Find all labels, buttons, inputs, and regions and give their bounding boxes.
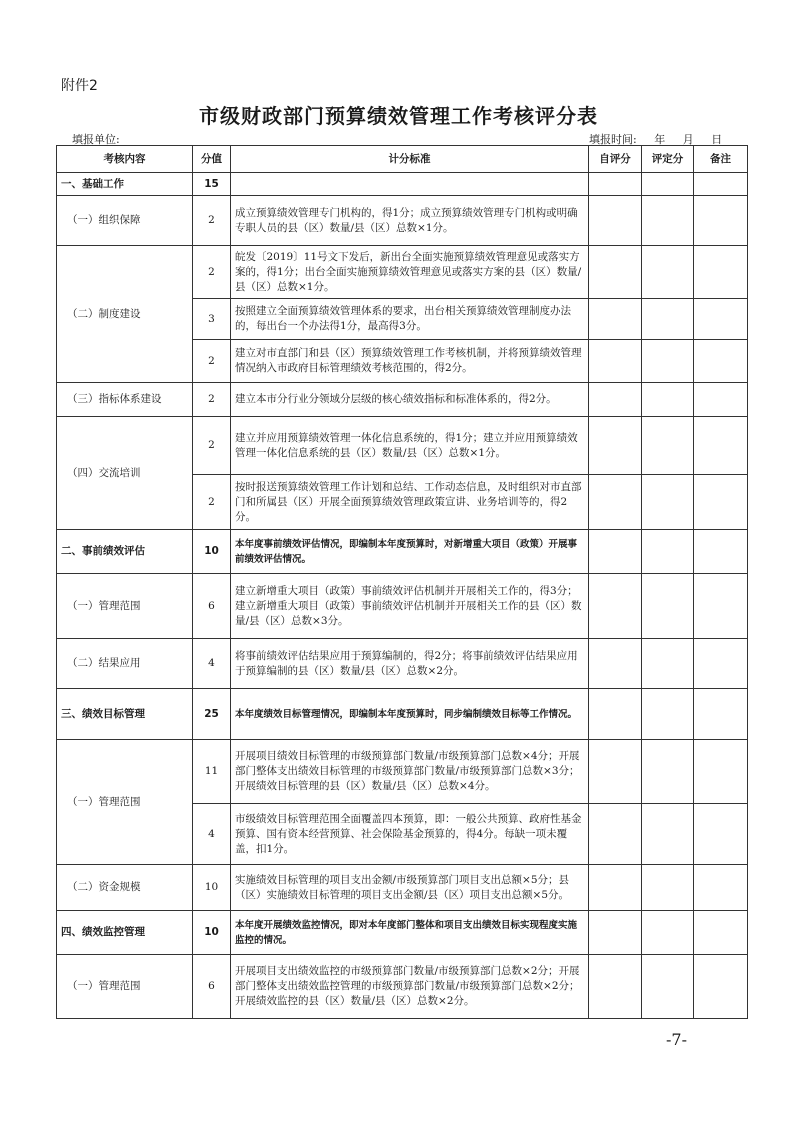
row-score: 2 <box>193 340 231 383</box>
rated-score-cell[interactable] <box>642 246 694 299</box>
row-criteria: 建立对市直部门和县（区）预算绩效管理工作考核机制，并将预算绩效管理情况纳入市政府目标管理绩效考核范围的，得2分。 <box>231 340 589 383</box>
self-score-cell[interactable] <box>589 383 642 417</box>
section-score: 10 <box>193 530 231 574</box>
remark-cell[interactable] <box>694 574 748 639</box>
self-score-cell[interactable] <box>589 196 642 246</box>
remark-cell[interactable] <box>694 246 748 299</box>
row-score: 11 <box>193 740 231 804</box>
rated-score-cell[interactable] <box>642 340 694 383</box>
page-title: 市级财政部门预算绩效管理工作考核评分表 <box>199 104 598 128</box>
rated-score-cell[interactable] <box>642 804 694 865</box>
rated-score-cell[interactable] <box>642 475 694 530</box>
table-row <box>57 246 748 299</box>
rated-score-cell[interactable] <box>642 955 694 1019</box>
self-score-cell[interactable] <box>589 865 642 911</box>
row-criteria: 皖发〔2019〕11号文下发后，新出台全面实施预算绩效管理意见或落实方案的，得1分；出台全面实施预算绩效管理意见或落实方案的县（区）数量/县（区）总数×1分。 <box>231 246 589 299</box>
remark-cell[interactable] <box>694 740 748 804</box>
section-score: 15 <box>193 173 231 196</box>
self-score-cell[interactable] <box>589 417 642 475</box>
section-criteria <box>231 173 589 196</box>
row-score: 6 <box>193 955 231 1019</box>
table-row <box>57 955 748 1019</box>
group-label: （一）管理范围 <box>57 955 193 1019</box>
section-score: 25 <box>193 689 231 740</box>
remark-cell[interactable] <box>694 383 748 417</box>
row-score: 3 <box>193 299 231 340</box>
row-score: 4 <box>193 804 231 865</box>
section-row <box>57 689 748 740</box>
col-header-score: 分值 <box>193 146 231 173</box>
row-criteria: 按时报送预算绩效管理工作计划和总结、工作动态信息，及时组织对市直部门和所属县（区）开展全面预算绩效管理政策宣讲、业务培训等的，得2分。 <box>231 475 589 530</box>
self-score-cell[interactable] <box>589 340 642 383</box>
self-score-cell[interactable] <box>589 299 642 340</box>
self-score-cell[interactable] <box>589 530 642 574</box>
rated-score-cell[interactable] <box>642 173 694 196</box>
col-header-remark: 备注 <box>694 146 748 173</box>
row-criteria: 市级绩效目标管理范围全面覆盖四本预算，即：一般公共预算、政府性基金预算、国有资本经营预算、社会保险基金预算的，得4分。每缺一项未覆盖，扣1分。 <box>231 804 589 865</box>
remark-cell[interactable] <box>694 865 748 911</box>
section-row <box>57 173 748 196</box>
group-label: （一）组织保障 <box>57 196 193 246</box>
remark-cell[interactable] <box>694 689 748 740</box>
rated-score-cell[interactable] <box>642 689 694 740</box>
section-label: 一、基础工作 <box>57 173 193 196</box>
rated-score-cell[interactable] <box>642 639 694 689</box>
remark-cell[interactable] <box>694 196 748 246</box>
remark-cell[interactable] <box>694 417 748 475</box>
group-label: （一）管理范围 <box>57 574 193 639</box>
remark-cell[interactable] <box>694 530 748 574</box>
self-score-cell[interactable] <box>589 911 642 955</box>
row-score: 2 <box>193 196 231 246</box>
remark-cell[interactable] <box>694 340 748 383</box>
rated-score-cell[interactable] <box>642 299 694 340</box>
self-score-cell[interactable] <box>589 804 642 865</box>
section-label: 三、绩效目标管理 <box>57 689 193 740</box>
group-label: （二）资金规模 <box>57 865 193 911</box>
self-score-cell[interactable] <box>589 639 642 689</box>
row-criteria: 按照建立全面预算绩效管理体系的要求，出台相关预算绩效管理制度办法的，每出台一个办法得1分，最高得3分。 <box>231 299 589 340</box>
rated-score-cell[interactable] <box>642 196 694 246</box>
row-criteria: 成立预算绩效管理专门机构的，得1分；成立预算绩效管理专门机构或明确专职人员的县（区）数量/县（区）总数×1分。 <box>231 196 589 246</box>
rated-score-cell[interactable] <box>642 865 694 911</box>
fill-unit-label: 填报单位: <box>72 133 120 146</box>
rated-score-cell[interactable] <box>642 911 694 955</box>
section-row <box>57 911 748 955</box>
row-score: 4 <box>193 639 231 689</box>
row-criteria: 建立新增重大项目（政策）事前绩效评估机制并开展相关工作的，得3分；建立新增重大项目（政策）事前绩效评估机制并开展相关工作的县（区）数量/县（区）总数×3分。 <box>231 574 589 639</box>
section-score: 10 <box>193 911 231 955</box>
self-score-cell[interactable] <box>589 246 642 299</box>
row-score: 2 <box>193 383 231 417</box>
remark-cell[interactable] <box>694 475 748 530</box>
attachment-label: 附件2 <box>61 78 98 94</box>
group-label: （三）指标体系建设 <box>57 383 193 417</box>
table-row <box>57 196 748 246</box>
row-criteria: 将事前绩效评估结果应用于预算编制的，得2分；将事前绩效评估结果应用于预算编制的县（区）数量/县（区）总数×2分。 <box>231 639 589 689</box>
rated-score-cell[interactable] <box>642 417 694 475</box>
remark-cell[interactable] <box>694 173 748 196</box>
rated-score-cell[interactable] <box>642 530 694 574</box>
rated-score-cell[interactable] <box>642 740 694 804</box>
col-header-criteria: 计分标准 <box>231 146 589 173</box>
row-score: 10 <box>193 865 231 911</box>
remark-cell[interactable] <box>694 804 748 865</box>
section-label: 四、绩效监控管理 <box>57 911 193 955</box>
section-row <box>57 530 748 574</box>
self-score-cell[interactable] <box>589 740 642 804</box>
row-score: 2 <box>193 417 231 475</box>
header-row <box>57 146 748 173</box>
rated-score-cell[interactable] <box>642 574 694 639</box>
col-header-self-score: 自评分 <box>589 146 642 173</box>
rated-score-cell[interactable] <box>642 383 694 417</box>
page-number: -7- <box>666 1030 687 1049</box>
self-score-cell[interactable] <box>589 955 642 1019</box>
col-header-item: 考核内容 <box>57 146 193 173</box>
self-score-cell[interactable] <box>589 574 642 639</box>
remark-cell[interactable] <box>694 639 748 689</box>
row-score: 2 <box>193 475 231 530</box>
table-row <box>57 639 748 689</box>
table-row <box>57 383 748 417</box>
group-label: （四）交流培训 <box>57 417 193 530</box>
row-score: 2 <box>193 246 231 299</box>
remark-cell[interactable] <box>694 955 748 1019</box>
self-score-cell[interactable] <box>589 475 642 530</box>
table-row <box>57 574 748 639</box>
section-criteria: 本年度事前绩效评估情况，即编制本年度预算时，对新增重大项目（政策）开展事前绩效评估情况。 <box>231 530 589 574</box>
fill-time-label: 填报时间: 年 月 日 <box>589 133 723 146</box>
self-score-cell[interactable] <box>589 173 642 196</box>
row-criteria: 开展项目支出绩效监控的市级预算部门数量/市级预算部门总数×2分；开展部门整体支出绩效监控管理的市级预算部门数量/市级预算部门总数×2分；开展绩效监控的县（区）数量/县（区）总数×2分。 <box>231 955 589 1019</box>
section-criteria: 本年度开展绩效监控情况，即对本年度部门整体和项目支出绩效目标实现程度实施监控的情况。 <box>231 911 589 955</box>
table-row <box>57 865 748 911</box>
group-label: （二）结果应用 <box>57 639 193 689</box>
row-criteria: 建立本市分行业分领域分层级的核心绩效指标和标准体系的，得2分。 <box>231 383 589 417</box>
row-criteria: 开展项目绩效目标管理的市级预算部门数量/市级预算部门总数×4分；开展部门整体支出绩效目标管理的市级预算部门数量/市级预算部门总数×3分；开展绩效目标管理的县（区）数量/县（区）总数×4分。 <box>231 740 589 804</box>
section-criteria: 本年度绩效目标管理情况，即编制本年度预算时，同步编制绩效目标等工作情况。 <box>231 689 589 740</box>
table-row <box>57 417 748 475</box>
table-row <box>57 740 748 804</box>
remark-cell[interactable] <box>694 299 748 340</box>
col-header-rated-score: 评定分 <box>642 146 694 173</box>
scoring-table <box>56 145 748 1019</box>
group-label: （二）制度建设 <box>57 246 193 383</box>
group-label: （一）管理范围 <box>57 740 193 865</box>
remark-cell[interactable] <box>694 911 748 955</box>
row-criteria: 实施绩效目标管理的项目支出金额/市级预算部门项目支出总额×5分；县（区）实施绩效目标管理的项目支出金额/县（区）项目支出总额×5分。 <box>231 865 589 911</box>
row-criteria: 建立并应用预算绩效管理一体化信息系统的，得1分；建立并应用预算绩效管理一体化信息系统的县（区）数量/县（区）总数×1分。 <box>231 417 589 475</box>
self-score-cell[interactable] <box>589 689 642 740</box>
section-label: 二、事前绩效评估 <box>57 530 193 574</box>
row-score: 6 <box>193 574 231 639</box>
